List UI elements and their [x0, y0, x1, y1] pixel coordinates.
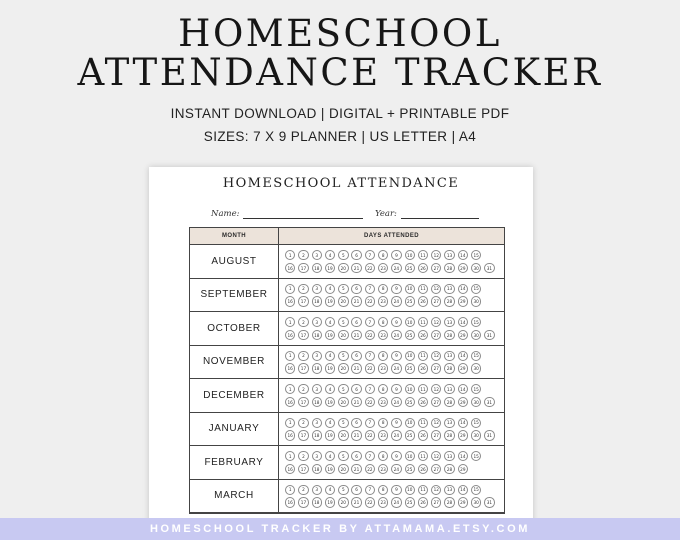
day-circle[interactable]: 1: [285, 250, 295, 260]
day-circle[interactable]: 14: [458, 351, 468, 361]
day-circle[interactable]: 27: [431, 397, 441, 407]
day-circle[interactable]: 19: [325, 330, 335, 340]
day-circle[interactable]: 3: [312, 317, 322, 327]
day-circle[interactable]: 4: [325, 317, 335, 327]
day-circle[interactable]: 3: [312, 284, 322, 294]
day-circle[interactable]: 11: [418, 351, 428, 361]
day-circle[interactable]: 1: [285, 351, 295, 361]
day-circle[interactable]: 28: [444, 296, 454, 306]
day-circle[interactable]: 10: [405, 317, 415, 327]
day-circle[interactable]: 4: [325, 451, 335, 461]
day-circle[interactable]: 27: [431, 430, 441, 440]
day-circle[interactable]: 10: [405, 250, 415, 260]
day-circle[interactable]: 4: [325, 485, 335, 495]
day-circle[interactable]: 1: [285, 384, 295, 394]
day-circle[interactable]: 22: [365, 363, 375, 373]
day-circle[interactable]: 12: [431, 250, 441, 260]
day-circles: [279, 312, 504, 345]
table-row: [190, 480, 504, 514]
day-circle[interactable]: 23: [378, 263, 388, 273]
day-circle[interactable]: 11: [418, 485, 428, 495]
day-circle[interactable]: 6: [351, 485, 361, 495]
month-label: SEPTEMBER: [190, 279, 279, 312]
day-circles: [279, 346, 504, 379]
day-circle[interactable]: 6: [351, 418, 361, 428]
day-circle[interactable]: 30: [471, 330, 481, 340]
day-circle[interactable]: 27: [431, 497, 441, 507]
day-circle[interactable]: 1: [285, 284, 295, 294]
day-circle[interactable]: 9: [391, 317, 401, 327]
day-circle[interactable]: 18: [312, 263, 322, 273]
day-circle[interactable]: 30: [471, 363, 481, 373]
day-circle[interactable]: 12: [431, 418, 441, 428]
day-circle[interactable]: 5: [338, 317, 348, 327]
day-circle[interactable]: 29: [458, 330, 468, 340]
day-circle[interactable]: 31: [484, 397, 494, 407]
day-circle[interactable]: 26: [418, 497, 428, 507]
day-circle[interactable]: 22: [365, 296, 375, 306]
day-circle[interactable]: 19: [325, 497, 335, 507]
day-circle[interactable]: 26: [418, 363, 428, 373]
table-row: [190, 379, 504, 413]
day-circle[interactable]: 29: [458, 363, 468, 373]
day-circle[interactable]: 17: [298, 263, 308, 273]
footer-banner: HOMESCHOOL TRACKER BY ATTAMAMA.ETSY.COM: [0, 518, 680, 540]
day-circle[interactable]: 4: [325, 284, 335, 294]
day-circle[interactable]: 16: [285, 464, 295, 474]
table-row: [190, 245, 504, 279]
day-circle[interactable]: 3: [312, 418, 322, 428]
day-circle[interactable]: 13: [444, 418, 454, 428]
day-circle[interactable]: 19: [325, 397, 335, 407]
day-circle[interactable]: 18: [312, 430, 322, 440]
day-circle[interactable]: 7: [365, 384, 375, 394]
day-circle[interactable]: 1: [285, 485, 295, 495]
year-line: [401, 218, 479, 219]
month-label: OCTOBER: [190, 312, 279, 345]
day-circle[interactable]: 7: [365, 451, 375, 461]
day-circle[interactable]: 26: [418, 430, 428, 440]
day-circle[interactable]: 2: [298, 485, 308, 495]
hero-subtitle-download: INSTANT DOWNLOAD | DIGITAL + PRINTABLE PDF: [170, 106, 510, 121]
month-label: JANUARY: [190, 413, 279, 446]
day-circle[interactable]: 14: [458, 317, 468, 327]
day-circle[interactable]: 19: [325, 464, 335, 474]
day-circles: [279, 245, 504, 278]
day-circle[interactable]: 6: [351, 317, 361, 327]
day-circle[interactable]: 23: [378, 430, 388, 440]
day-circle[interactable]: 4: [325, 351, 335, 361]
day-circle[interactable]: 8: [378, 451, 388, 461]
day-circle[interactable]: 12: [431, 384, 441, 394]
day-circle[interactable]: 15: [471, 418, 481, 428]
day-circle[interactable]: 13: [444, 351, 454, 361]
attendance-sheet-preview: [149, 167, 533, 527]
day-circle[interactable]: 22: [365, 464, 375, 474]
day-circle[interactable]: 15: [471, 451, 481, 461]
day-circle[interactable]: 8: [378, 418, 388, 428]
day-circle[interactable]: 8: [378, 351, 388, 361]
day-circle[interactable]: 8: [378, 317, 388, 327]
day-circle[interactable]: 20: [338, 330, 348, 340]
day-circle[interactable]: 16: [285, 296, 295, 306]
day-circle[interactable]: 22: [365, 397, 375, 407]
day-circle[interactable]: 1: [285, 317, 295, 327]
day-circle[interactable]: 30: [471, 430, 481, 440]
day-circle[interactable]: 20: [338, 497, 348, 507]
day-circle[interactable]: 22: [365, 497, 375, 507]
day-circle[interactable]: 25: [405, 497, 415, 507]
day-circle[interactable]: 11: [418, 317, 428, 327]
day-circle[interactable]: 5: [338, 284, 348, 294]
day-circle[interactable]: 28: [444, 363, 454, 373]
day-circle[interactable]: 28: [444, 464, 454, 474]
day-circle[interactable]: 13: [444, 384, 454, 394]
day-circle[interactable]: 15: [471, 384, 481, 394]
day-circle[interactable]: 4: [325, 384, 335, 394]
day-circle[interactable]: 17: [298, 296, 308, 306]
name-label: Name:: [211, 209, 240, 219]
day-circle[interactable]: 29: [458, 464, 468, 474]
day-circle[interactable]: 10: [405, 451, 415, 461]
day-circle[interactable]: 27: [431, 363, 441, 373]
day-circle[interactable]: 19: [325, 263, 335, 273]
day-circle[interactable]: 6: [351, 351, 361, 361]
day-circle[interactable]: 16: [285, 263, 295, 273]
day-circle[interactable]: 21: [351, 397, 361, 407]
day-circle[interactable]: 14: [458, 485, 468, 495]
day-circle[interactable]: 8: [378, 384, 388, 394]
day-circle[interactable]: 8: [378, 485, 388, 495]
day-circle[interactable]: 24: [391, 397, 401, 407]
table-row: [190, 279, 504, 313]
day-circle[interactable]: 21: [351, 430, 361, 440]
day-circle[interactable]: 20: [338, 430, 348, 440]
day-circle[interactable]: 17: [298, 497, 308, 507]
day-circle[interactable]: 21: [351, 296, 361, 306]
day-circle[interactable]: 11: [418, 418, 428, 428]
day-circle[interactable]: 7: [365, 284, 375, 294]
day-circle[interactable]: 23: [378, 330, 388, 340]
month-column-header: MONTH: [190, 228, 279, 244]
day-circle[interactable]: 20: [338, 397, 348, 407]
day-circle[interactable]: 15: [471, 317, 481, 327]
day-circle[interactable]: 12: [431, 485, 441, 495]
day-circles: [279, 379, 504, 412]
days-column-header: DAYS ATTENDED: [364, 233, 419, 239]
day-circle[interactable]: 13: [444, 485, 454, 495]
day-circle[interactable]: 23: [378, 497, 388, 507]
day-circle[interactable]: 21: [351, 263, 361, 273]
day-circle[interactable]: 6: [351, 250, 361, 260]
day-circle[interactable]: 30: [471, 263, 481, 273]
table-row: [190, 413, 504, 447]
day-circle[interactable]: 9: [391, 284, 401, 294]
day-circle[interactable]: 30: [471, 296, 481, 306]
day-circle[interactable]: 4: [325, 250, 335, 260]
day-circle[interactable]: 5: [338, 485, 348, 495]
hero-title-line1: HOMESCHOOL: [178, 12, 502, 55]
day-circle[interactable]: 2: [298, 384, 308, 394]
day-circle[interactable]: 15: [471, 250, 481, 260]
day-circle[interactable]: 22: [365, 330, 375, 340]
day-circle[interactable]: 9: [391, 351, 401, 361]
day-circle[interactable]: 17: [298, 464, 308, 474]
day-circle[interactable]: 15: [471, 485, 481, 495]
day-circle[interactable]: 29: [458, 296, 468, 306]
day-circle[interactable]: 25: [405, 363, 415, 373]
day-circle[interactable]: 16: [285, 363, 295, 373]
day-circle[interactable]: 5: [338, 384, 348, 394]
day-circle[interactable]: 24: [391, 464, 401, 474]
day-circle[interactable]: 24: [391, 430, 401, 440]
day-circle[interactable]: 20: [338, 464, 348, 474]
day-circle[interactable]: 25: [405, 397, 415, 407]
day-circle[interactable]: 10: [405, 485, 415, 495]
day-circle[interactable]: 24: [391, 263, 401, 273]
day-circle[interactable]: 11: [418, 284, 428, 294]
day-circle[interactable]: 16: [285, 330, 295, 340]
day-circle[interactable]: 2: [298, 317, 308, 327]
day-circle[interactable]: 7: [365, 351, 375, 361]
day-circle[interactable]: 29: [458, 497, 468, 507]
day-circle[interactable]: 2: [298, 284, 308, 294]
day-circle[interactable]: 31: [484, 497, 494, 507]
day-circles: [279, 279, 504, 312]
day-circle[interactable]: 3: [312, 384, 322, 394]
day-circle[interactable]: 23: [378, 397, 388, 407]
day-circle[interactable]: 25: [405, 296, 415, 306]
day-circle[interactable]: 24: [391, 497, 401, 507]
day-circle[interactable]: 16: [285, 497, 295, 507]
day-circle[interactable]: 17: [298, 397, 308, 407]
day-circle[interactable]: 6: [351, 284, 361, 294]
day-circle[interactable]: 18: [312, 497, 322, 507]
day-circle[interactable]: 25: [405, 330, 415, 340]
day-circle[interactable]: 11: [418, 451, 428, 461]
day-circle[interactable]: 18: [312, 363, 322, 373]
day-circle[interactable]: 29: [458, 397, 468, 407]
day-circle[interactable]: 14: [458, 418, 468, 428]
day-circle[interactable]: 17: [298, 363, 308, 373]
day-circle[interactable]: 9: [391, 384, 401, 394]
day-circle[interactable]: 22: [365, 430, 375, 440]
day-circle[interactable]: 23: [378, 296, 388, 306]
day-circles: [279, 480, 504, 513]
day-circle[interactable]: 13: [444, 451, 454, 461]
day-circle[interactable]: 12: [431, 351, 441, 361]
month-label: FEBRUARY: [190, 446, 279, 479]
day-circle[interactable]: 18: [312, 296, 322, 306]
day-circle[interactable]: 21: [351, 464, 361, 474]
day-circle[interactable]: 9: [391, 485, 401, 495]
day-circle[interactable]: 18: [312, 464, 322, 474]
table-header: [190, 228, 504, 245]
day-circle[interactable]: 11: [418, 384, 428, 394]
day-circle[interactable]: 26: [418, 397, 428, 407]
table-row: [190, 312, 504, 346]
day-circle[interactable]: 19: [325, 363, 335, 373]
day-circle[interactable]: 30: [471, 497, 481, 507]
table-row: [190, 446, 504, 480]
day-circles: [279, 413, 504, 446]
day-circle[interactable]: 8: [378, 284, 388, 294]
day-circle[interactable]: 2: [298, 351, 308, 361]
day-circle[interactable]: 10: [405, 384, 415, 394]
day-circle[interactable]: 20: [338, 363, 348, 373]
table-body: [190, 245, 504, 513]
day-circles: [279, 446, 504, 479]
day-circle[interactable]: 5: [338, 451, 348, 461]
day-circle[interactable]: 15: [471, 284, 481, 294]
day-circle[interactable]: 19: [325, 430, 335, 440]
name-line: [243, 218, 363, 219]
day-circle[interactable]: 25: [405, 263, 415, 273]
day-circle[interactable]: 16: [285, 397, 295, 407]
day-circle[interactable]: 3: [312, 250, 322, 260]
day-circle[interactable]: 30: [471, 397, 481, 407]
day-circle[interactable]: 25: [405, 430, 415, 440]
day-circle[interactable]: 5: [338, 250, 348, 260]
day-circle[interactable]: 2: [298, 451, 308, 461]
day-circle[interactable]: 14: [458, 451, 468, 461]
day-circle[interactable]: 29: [458, 263, 468, 273]
day-circle[interactable]: 28: [444, 497, 454, 507]
day-circle[interactable]: 2: [298, 250, 308, 260]
day-circle[interactable]: 5: [338, 418, 348, 428]
day-circle[interactable]: 28: [444, 263, 454, 273]
day-circle[interactable]: 13: [444, 250, 454, 260]
day-circle[interactable]: 12: [431, 284, 441, 294]
day-circle[interactable]: 3: [312, 451, 322, 461]
day-circle[interactable]: 28: [444, 330, 454, 340]
day-circle[interactable]: 9: [391, 418, 401, 428]
day-circle[interactable]: 11: [418, 250, 428, 260]
day-circle[interactable]: 31: [484, 430, 494, 440]
day-circle[interactable]: 13: [444, 284, 454, 294]
day-circle[interactable]: 20: [338, 296, 348, 306]
day-circle[interactable]: 7: [365, 485, 375, 495]
day-circle[interactable]: 18: [312, 397, 322, 407]
day-circle[interactable]: 8: [378, 250, 388, 260]
day-circle[interactable]: 27: [431, 263, 441, 273]
day-circle[interactable]: 13: [444, 317, 454, 327]
day-circle[interactable]: 24: [391, 363, 401, 373]
day-circle[interactable]: 31: [484, 263, 494, 273]
day-circle[interactable]: 15: [471, 351, 481, 361]
day-circle[interactable]: 3: [312, 485, 322, 495]
day-circle[interactable]: 26: [418, 330, 428, 340]
day-circle[interactable]: 21: [351, 497, 361, 507]
day-circle[interactable]: 19: [325, 296, 335, 306]
hero-title-line2: ATTENDANCE TRACKER: [77, 51, 603, 94]
day-circle[interactable]: 24: [391, 330, 401, 340]
day-circle[interactable]: 20: [338, 263, 348, 273]
day-circle[interactable]: 18: [312, 330, 322, 340]
day-circle[interactable]: 26: [418, 296, 428, 306]
day-circle[interactable]: 10: [405, 351, 415, 361]
day-circle[interactable]: 16: [285, 430, 295, 440]
sheet-title: HOMESCHOOL ATTENDANCE: [222, 176, 460, 191]
day-circle[interactable]: 3: [312, 351, 322, 361]
month-label: NOVEMBER: [190, 346, 279, 379]
day-circle[interactable]: 10: [405, 284, 415, 294]
day-circle[interactable]: 5: [338, 351, 348, 361]
table-row: [190, 346, 504, 380]
day-circle[interactable]: 14: [458, 250, 468, 260]
day-circle[interactable]: 26: [418, 464, 428, 474]
hero-subtitle-sizes: SIZES: 7 X 9 PLANNER | US LETTER | A4: [203, 129, 477, 144]
day-circle[interactable]: 14: [458, 384, 468, 394]
day-circle[interactable]: 23: [378, 464, 388, 474]
day-circle[interactable]: 21: [351, 330, 361, 340]
attendance-table: [189, 227, 505, 514]
day-circle[interactable]: 27: [431, 464, 441, 474]
day-circle[interactable]: 7: [365, 317, 375, 327]
day-circle[interactable]: 28: [444, 430, 454, 440]
day-circle[interactable]: 22: [365, 263, 375, 273]
year-label: Year:: [375, 209, 397, 219]
day-circle[interactable]: 14: [458, 284, 468, 294]
day-circle[interactable]: 4: [325, 418, 335, 428]
day-circle[interactable]: 25: [405, 464, 415, 474]
day-circle[interactable]: 27: [431, 296, 441, 306]
day-circle[interactable]: 1: [285, 418, 295, 428]
day-circle[interactable]: 29: [458, 430, 468, 440]
day-circle[interactable]: 7: [365, 250, 375, 260]
day-circle[interactable]: 21: [351, 363, 361, 373]
day-circle[interactable]: 12: [431, 317, 441, 327]
day-circle[interactable]: 9: [391, 250, 401, 260]
day-circle[interactable]: 1: [285, 451, 295, 461]
month-label: DECEMBER: [190, 379, 279, 412]
day-circle[interactable]: 7: [365, 418, 375, 428]
day-circle[interactable]: 9: [391, 451, 401, 461]
day-circle[interactable]: 10: [405, 418, 415, 428]
day-circle[interactable]: 2: [298, 418, 308, 428]
day-circle[interactable]: 23: [378, 363, 388, 373]
day-circle[interactable]: 24: [391, 296, 401, 306]
day-circle[interactable]: 17: [298, 330, 308, 340]
day-circle[interactable]: 6: [351, 451, 361, 461]
day-circle[interactable]: 28: [444, 397, 454, 407]
month-label: AUGUST: [190, 245, 279, 278]
day-circle[interactable]: 27: [431, 330, 441, 340]
day-circle[interactable]: 26: [418, 263, 428, 273]
day-circle[interactable]: 17: [298, 430, 308, 440]
day-circle[interactable]: 31: [484, 330, 494, 340]
month-label: MARCH: [190, 480, 279, 513]
day-circle[interactable]: 6: [351, 384, 361, 394]
day-circle[interactable]: 12: [431, 451, 441, 461]
